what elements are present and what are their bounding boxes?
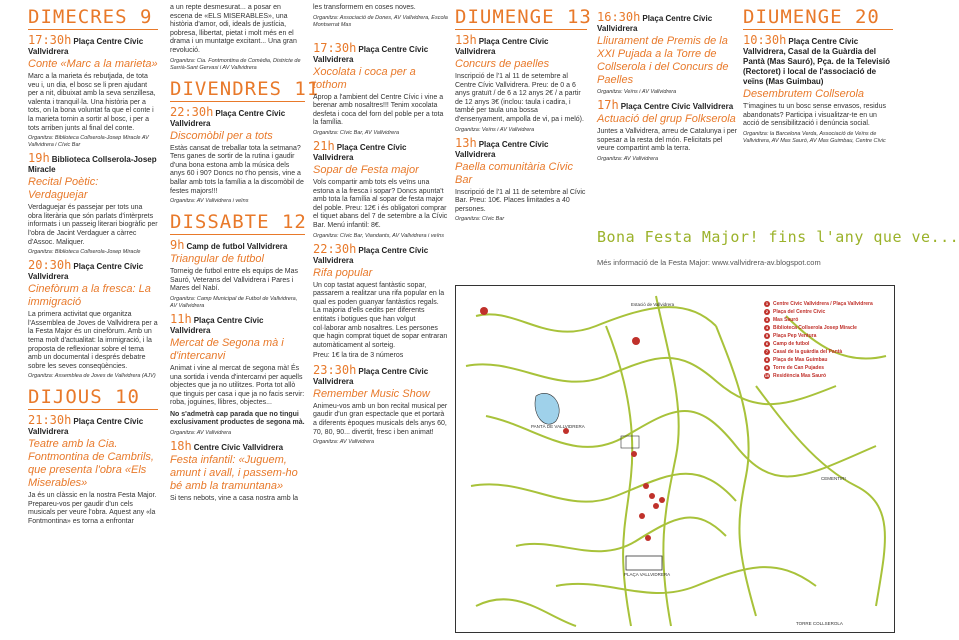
event-organizer: Organitza: Assemblea de Joves de Vallvidrera (AJV) xyxy=(28,373,156,380)
road xyxy=(756,386,885,606)
event-time: 16:30h xyxy=(597,10,641,24)
legend-item: 9 Torre de Can Pujades xyxy=(765,365,825,371)
event-title: Rifa popular xyxy=(313,266,373,279)
event-organizer: Organitza: AV Vallvidrera xyxy=(597,155,659,162)
map-label: TORRE COLLSEROLA xyxy=(796,621,843,626)
event-header xyxy=(170,311,305,336)
event-place: Plaça Centre Cívic Vallvidrera xyxy=(313,142,407,162)
event-header xyxy=(170,104,305,129)
event-description: Estàs cansat de treballar tota la setmana? Tens ganes de sortir de la rutina i gaudir d'una bona estona amb la música dels anys 60 i 90? Doncs no t'ho pensis, vine a ballar amb tots la família a la discomòbil de festes majors!!! xyxy=(170,144,304,195)
event-organizer: Organitza: Cívic Bar, Viandants, AV Vallvidrera i veïns xyxy=(313,232,444,239)
location-marker xyxy=(631,451,637,457)
event-place: Plaça Centre Cívic Vallvidrera xyxy=(313,245,429,265)
event-place: Plaça Centre Cívic Vallvidrera xyxy=(597,14,713,33)
event-time: 20:30h xyxy=(28,258,72,273)
event-description: Si tens nebots, vine a casa nostra amb la xyxy=(170,495,299,503)
event-description: Animat i vine al mercat de segona mà! És una sortida i venda d'intercanvi per aquells objectes que ja no utilitzes. Porta tot allò que tinguis per casa i que ja no facis servir: roba, joguines, llibres, objectes... xyxy=(170,364,305,407)
event-time: 17:30h xyxy=(313,40,357,55)
location-marker xyxy=(639,513,645,519)
event-place: Plaça Centre Cívic Vallvidrera xyxy=(313,366,429,386)
map-label: PLAÇA VALLVIDRERA xyxy=(624,572,671,577)
road xyxy=(516,517,726,551)
day-heading: DIVENDRES 11 xyxy=(170,77,320,100)
event-description: T'imagines tu un bosc sense envasos, residus abandonats? Participa i visualitzar-te en un acció de sensibilització i denúncia social. xyxy=(743,103,886,128)
event-organizer: Organitza: Cívic Bar, AV Vallvidrera xyxy=(313,129,400,136)
road xyxy=(476,599,576,626)
marker-icon: 1 xyxy=(765,301,769,306)
event-header xyxy=(597,12,740,34)
town-square xyxy=(626,556,662,570)
reservoir xyxy=(535,393,559,424)
event-note: Preu: 1€ la tira de 3 números xyxy=(313,352,404,360)
road xyxy=(476,307,716,332)
day-heading: DIUMENGE 20 xyxy=(743,6,893,30)
marker-icon: 7 xyxy=(765,349,769,354)
event-description: Marc a la marieta és rebutjada, de tota veu i, un dia, el bosc se li pren ajudant per a nit, dibuixat amb la seva senzillesa, valenta i tranquil·la. Una història per a tots, on la bona voluntat fa que el conte i la marieta tornin a sortir al bosc, i per a tots arriben junts al final del conte. xyxy=(28,73,156,132)
event-header xyxy=(313,362,448,387)
event-header xyxy=(313,241,448,266)
event-place: Plaça Centre Cívic Vallvidrera xyxy=(28,262,144,282)
column-sunday-20 xyxy=(743,0,893,225)
map-label: Estació de Vallvidrera xyxy=(631,302,675,307)
event-time: 13h xyxy=(455,135,477,150)
event-title: Conte «Marc a la marieta» xyxy=(28,58,158,70)
event-description: a un repte desmesurat... a posar en escena de «ELS MISERABLES», una història d'amor, odi, ideals de justícia, pobresa, llibertat, pietat i molt més en el drama i un muntatge excitant... Una gran revolució. xyxy=(170,4,297,54)
marker-icon: 8 xyxy=(765,357,769,362)
event-title: Lliurament de Premis de la XXI Pujada a la Torre de Collserola i del Concurs de Paelles xyxy=(597,35,729,86)
farewell-banner: Bona Festa Major! fins l'any que ve... xyxy=(597,228,959,246)
more-info-line: Més informació de la Festa Major: www.vallvidrera-av.blogspot.com xyxy=(597,258,821,267)
event-organizer: Organitza: Cívic Bar xyxy=(455,216,505,223)
location-marker xyxy=(632,337,640,345)
event-time: 23:30h xyxy=(313,362,357,377)
map-label: PANTÀ DE VALLVIDRERA xyxy=(531,424,585,429)
event-header xyxy=(28,35,158,57)
event-title: Recital Poètic: Verdaguejar xyxy=(28,176,99,202)
marker-icon: 6 xyxy=(765,341,769,346)
legend-item: 7 Casal de la guàrdia del Pantà xyxy=(765,349,843,355)
column-saturday-cont xyxy=(313,0,448,640)
day-heading: DIMECRES 9 xyxy=(28,6,158,30)
legend-item: 5 Plaça Pep Ventura xyxy=(765,333,817,339)
event-time: 9h xyxy=(170,238,185,253)
event-description: les transformem en coses noves. xyxy=(313,4,416,11)
event-description: Verdaguejar és passejar per tots una obra literària que són parlats d'intèrprets informats i un passeig literari biogràfic per l'obra de Jacint Verdaguer a càrrec d'Assoc. Maliquer. xyxy=(28,204,158,246)
event-organizer: Organitza: Veïns i AV Vallvidrera xyxy=(597,89,677,95)
event-place: Biblioteca Collserola-Josep Miracle xyxy=(28,155,157,175)
event-time: 19h xyxy=(28,151,50,166)
event-time: 22:30h xyxy=(170,104,214,119)
event-place: Plaça Centre Cívic Vallvidrera xyxy=(455,37,549,56)
location-marker xyxy=(645,535,651,541)
legend-item: 3 Mas Sauró xyxy=(765,317,799,323)
map-label: CEMENTIRI xyxy=(821,476,846,481)
event-organizer: Organitza: Biblioteca Collserola-Josep Miracle AV Vallvidrera i Cívic Bar xyxy=(28,135,149,149)
legend-item: 6 Camp de futbol xyxy=(765,341,810,347)
event-title: Sopar de Festa major xyxy=(313,163,419,176)
event-place: Plaça Centre Cívic Vallvidrera xyxy=(170,315,264,335)
event-description: Ja és un clàssic en la nostra Festa Major. Prepareu-vos per gaudir d'un cels musicals per veure l'obra. Aquest any «la Fontmontina» es torna a enfrontar xyxy=(28,492,157,526)
event-title: Concurs de paelles xyxy=(455,58,550,70)
column-wednesday xyxy=(28,0,158,640)
event-header xyxy=(743,35,893,87)
event-organizer: Organitza: Cia. Fontmontina de Comèdia, Districte de Sarrià-Sant Gervasi i AV Vallvidrera xyxy=(170,57,301,71)
event-time: 21:30h xyxy=(28,413,72,428)
location-marker xyxy=(480,307,488,315)
event-description: Un cop tastat aquest fantàstic sopar, passarem a realitzar una rifa popular en la qual es poden guanyar fantàstics regals. La majoria d'ells cedits per diferents entitats i botigues que han volgut col·laborar amb nosaltres. Les persones que hagin comprat tiquet de sopar entraran automàticament al sorteig. xyxy=(313,281,448,349)
day-heading: DISSABTE 12 xyxy=(170,211,307,234)
location-marker xyxy=(653,503,659,509)
event-header xyxy=(170,441,305,453)
marker-icon: 10 xyxy=(764,373,770,378)
event-header xyxy=(28,260,158,282)
event-organizer: Organitza: AV Vallvidrera xyxy=(313,439,375,446)
marker-icon: 9 xyxy=(765,365,769,370)
event-title: Paella comunitària Cívic Bar xyxy=(455,160,573,186)
column-friday-saturday xyxy=(170,0,320,640)
legend-item: 8 Plaça de Mas Guimbau xyxy=(765,357,828,363)
event-organizer: Organitza: la Barcelona Verda, Associació de Veïns de Vallvidrera, AV Mas Sauró, AV Mas Guimbau, Centre Cívic xyxy=(743,130,886,144)
day-heading: DIUMENGE 13 xyxy=(455,6,592,28)
event-place: Plaça Centre Cívic Vallvidrera xyxy=(620,102,734,111)
event-organizer: Organitza: Camp Municipal de Futbol de Vallvidrera, AV Vallvidrera xyxy=(170,295,298,309)
column-sunday-13 xyxy=(455,0,592,285)
event-header xyxy=(455,35,587,57)
event-title: Discomòbil per a tots xyxy=(170,129,273,142)
event-description: Vols compartir amb tots els veïns una estona a la fresca i sopar? Doncs apunta't amb tota la família al sopar de festa major del poble. Preu: 12€ i és obligatori comprar el tiquet abans del 7 de setembre a la Cívic Bar. Menú infantil: 8€. xyxy=(313,178,448,229)
event-time: 18h xyxy=(170,439,192,454)
event-place: Plaça Centre Cívic Vallvidrera xyxy=(28,417,144,437)
event-time: 22:30h xyxy=(313,241,357,256)
location-marker xyxy=(649,493,655,499)
event-title: Triangular de futbol xyxy=(170,253,264,266)
event-header xyxy=(313,138,448,163)
event-header xyxy=(313,40,448,65)
event-header xyxy=(597,100,740,112)
event-header xyxy=(455,135,587,160)
event-description: La primera activitat que organitza l'Assemblea de Joves de Vallvidrera per a la Festa Major és un cinefòrum. Amb un tema molt d'actualitat: la immigració, i la proposta de reflexionar sobre el tema amb un documental i després debatre sobre les seves conseqüències. xyxy=(28,311,158,370)
event-description: Animeu-vos amb un bon recital musical per gaudir d'un gran espectacle que et portarà a diferents èpoques musicals dels anys 60, 70, 80, 90... divertit, fresc i ben animat! xyxy=(313,402,448,436)
event-title: Actuació del grup Folkserola xyxy=(597,113,736,125)
event-organizer: Organitza: Veïns i AV Vallvidrera xyxy=(455,126,535,133)
event-header xyxy=(28,415,158,437)
event-description: Torneig de futbol entre els equips de Mas Sauró, Veterans del Vallvidrera i Pares i Mares del Nabí. xyxy=(170,268,299,293)
event-organizer: Organitza: Biblioteca Collserola-Josep Miracle xyxy=(28,249,141,256)
event-header xyxy=(170,240,305,252)
event-time: 17h xyxy=(597,98,619,112)
legend-item: 2 Plaça del Centre Cívic xyxy=(765,309,826,315)
event-place: Plaça Centre Cívic Vallvidrera, Casal de la Guàrdia del Pantà (Mas Sauró), Pça. de la Televisió (Rectoret) i local de l'associació de veïns (Mas Guimbau) xyxy=(743,37,891,86)
event-time: 13h xyxy=(455,33,477,47)
event-title: Festa infantil: «Juguem, amunt i avall, i passem-ho bé amb la tramuntana» xyxy=(170,454,298,493)
event-place: Plaça Centre Cívic Vallvidrera xyxy=(170,108,286,128)
legend-item: 10 Residència Mas Sauró xyxy=(764,373,827,379)
event-place: Camp de futbol Vallvidrera xyxy=(186,242,288,252)
location-marker xyxy=(659,497,665,503)
road xyxy=(556,567,816,593)
event-organizer: Organitza: AV Vallvidrera xyxy=(170,430,232,437)
event-title: Remember Music Show xyxy=(313,387,430,400)
event-title: Xocolata i coca per a tothom xyxy=(313,65,416,91)
event-place: Plaça Centre Cívic Vallvidrera xyxy=(313,44,429,64)
marker-icon: 4 xyxy=(765,325,769,330)
day-heading: DIJOUS 10 xyxy=(28,386,158,410)
event-description: Inscripció de l'1 al 11 de setembre al Centre Cívic Vallvidrera. Preu: de 0 a 6 anys gratuït / de 6 a 12 anys 2€ / a partir de 12 anys 3€ (inclou: taula i cadira, i també per taula una bossa d'ensenyament, ampolla de vi, pa i meló). xyxy=(455,73,584,123)
event-note: No s'admetrà cap parada que no tingui exclusivament productes de segona mà. xyxy=(170,410,305,427)
location-marker xyxy=(643,483,649,489)
event-time: 21h xyxy=(313,138,335,153)
marker-icon: 2 xyxy=(765,309,769,314)
event-organizer: Organitza: Associació de Dones, AV Vallvidrera, Escola Montserrat Mas xyxy=(313,14,448,28)
event-place: Centre Cívic Vallvidrera xyxy=(193,443,284,453)
legend-item: 4 Biblioteca Collserola Josep Miracle xyxy=(765,325,857,331)
column-sunday-13-cont xyxy=(597,0,740,225)
event-time: 11h xyxy=(170,311,192,326)
event-place: Plaça Centre Cívic Vallvidrera xyxy=(455,139,549,159)
location-map xyxy=(455,285,895,633)
road xyxy=(471,474,736,502)
event-time: 17:30h xyxy=(28,33,72,47)
marker-icon: 3 xyxy=(765,317,769,322)
event-title: Desembrutem Collserola xyxy=(743,88,865,100)
event-header xyxy=(28,153,158,175)
event-place: Plaça Centre Cívic Vallvidrera xyxy=(28,37,144,56)
event-time: 10:30h xyxy=(743,33,787,47)
event-title: Teatre amb la Cia. Fontmontina de Cambrils, que presenta l'obra «Els Miserables» xyxy=(28,438,154,490)
event-description: Inscripció de l'1 al 11 de setembre al Cívic Bar. Preu: 10€. Places limitades a 40 persones. xyxy=(455,188,586,213)
event-title: Cinefòrum a la fresca: La immigració xyxy=(28,283,151,309)
event-title: Mercat de Segona mà i d'intercanvi xyxy=(170,336,284,362)
map-legend xyxy=(764,300,889,380)
event-organizer: Organitza: AV Vallvidrera i veïns xyxy=(170,198,249,205)
marker-icon: 5 xyxy=(765,333,769,338)
event-description: Aprop a l'ambient del Centre Cívic i vine a berenar amb nosaltres!!! Tenim xocolata desfeta i coca del forn del poble per a tota la família. xyxy=(313,93,444,127)
legend-item: 1 Centre Cívic Vallvidrera / Plaça Vallvidrera xyxy=(765,301,873,307)
event-description: Juntes a Vallvidrera, arreu de Catalunya i per sopesar a la resta del món. Felicitats pel veure compartint amb la terra. xyxy=(597,128,737,153)
